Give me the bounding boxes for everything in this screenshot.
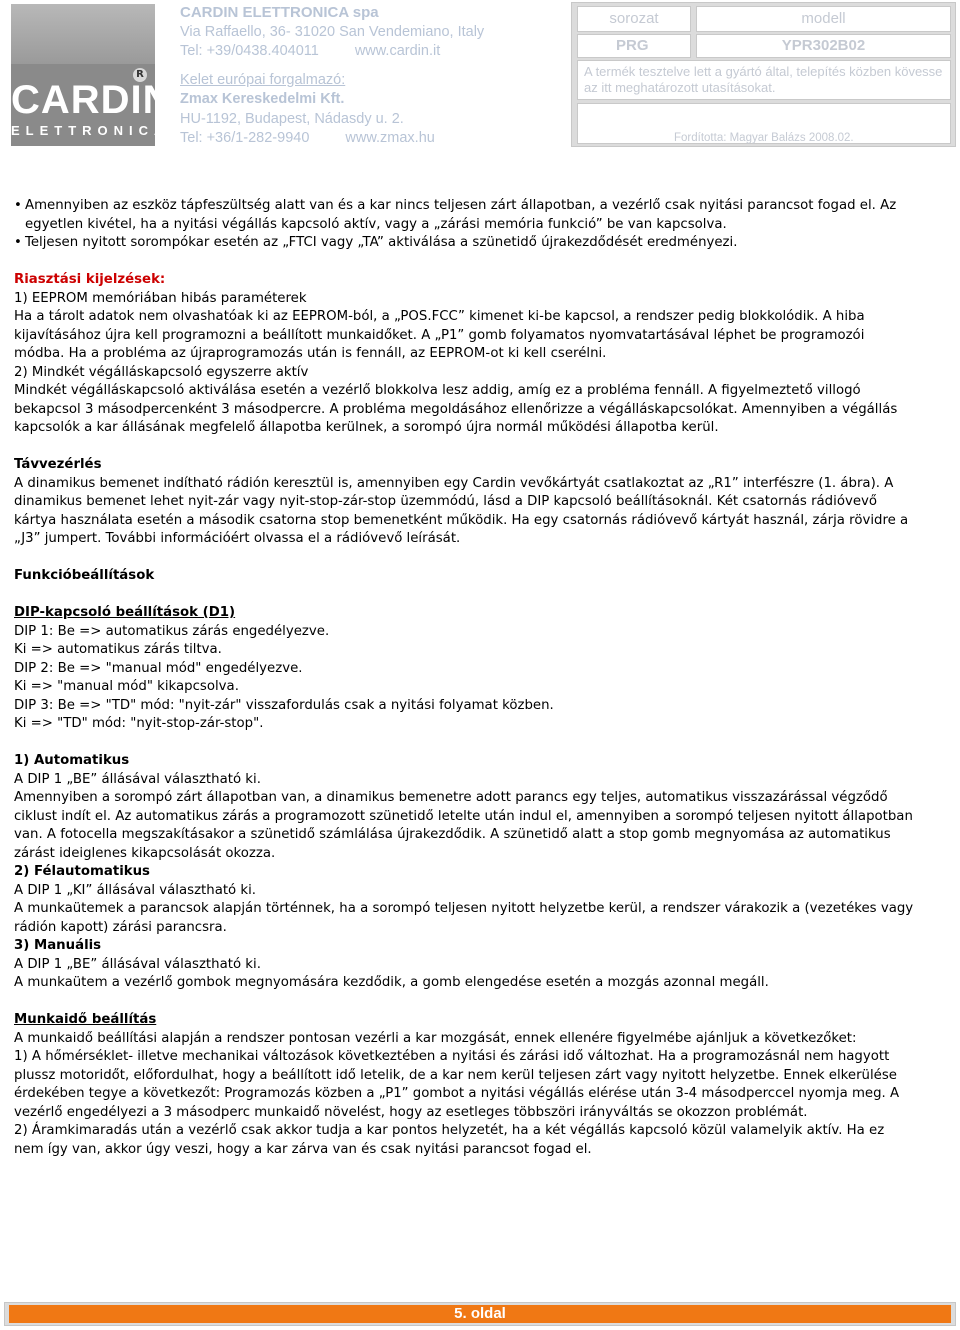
dip-line: Ki => "manual mód" kikapcsolva. [14,679,239,694]
alarm-2-title: 2) Mindkét végálláskapcsoló egyszerre aktív [14,364,309,380]
model-label: modell [696,6,951,32]
alarm-heading: Riasztási kijelzések: [14,272,166,287]
automatic-select-line: A DIP 1 „BE” állásával választható ki. [14,771,261,787]
company-phone: Tel: +39/0438.404011 [180,43,319,59]
page-number: 5. oldal [9,1305,951,1323]
bullet-item: • Teljesen nyitott sorompókar esetén az „FTCI vagy „TA” aktiválása a szünetidő újrakezdődését eredményezi. [14,234,914,253]
company-info [180,3,560,149]
document-body [14,197,914,1159]
function-settings-heading: Funkcióbeállítások [14,568,155,583]
test-note: A termék tesztelve lett a gyártó által, telepítés közben kövesse az itt meghatározott utasításokat. [577,60,951,100]
automatic-text: Amennyiben a sorompó zárt állapotban van, a dinamikus bemenetre adott parancs egy teljes, automatikus visszazárással végződő ciklust indít el. Az automatikus zárás a programozott szünetidő letelte után indul el, amennyiben a sorompó teljesen nyitott állapotban van. A fotocella megszakításakor a szünetidő számlálása újrakezdődik. A szünetidő alatt a stop gomb megnyomása az automatikus zárást ideiglenes kikapcsolását okozza. [14,790,913,861]
alarm-1-text: Ha a tárolt adatok nem olvashatóak ki az EEPROM-ból, a „POS.FCC” kimenet ki-be kapcsol, a rendszer pedig blokkolódik. A hiba kijavításához újra kell programozni a beállított munkaidőket. A „P1” gomb folyamatos nyomvatartásával léphet be programozói módba. Ha a probléma az újraprogramozás után is fennáll, az EEPROM-ot ki kell cserélni. [14,309,865,361]
distributor-address: HU-1192, Budapest, Nádasdy u. 2. [180,110,404,127]
series-value: PRG [577,34,691,58]
page-header [0,0,960,150]
remote-heading: Távvezérlés [14,457,102,472]
bullet-item: • Amennyiben az eszköz tápfeszültség alatt van és a kar nincs teljesen zárt állapotban, a vezérlő csak nyitási parancsot fogad el. Az egyetlen kivétel, ha a nyitási végállás kapcsoló aktív, vagy a „zárási memória funkció” be van kapcsolva. [14,197,914,234]
distributor-name: Zmax Kereskedelmi Kft. [180,91,345,107]
model-value: YPR302B02 [696,34,951,58]
distributor-contact [180,129,560,149]
semi-automatic-heading: 2) Félautomatikus [14,864,150,879]
remote-text: A dinamikus bemenet indítható rádión keresztül is, amennyiben egy Cardin vevőkártyát csatlakoztat az „R1” interfészre (1. ábra). A dinamikus bemenet lehet nyit-zár vagy nyit-stop-zár-stop üzemmódú, lásd a DIP kapcsoló beállításoknál. Két csatornás rádióvevő kártya használata esetén a második csatorna stop bemenetként működik. Ha egy csatornás rádióvevő kártyát használ, zárja rövidre a „J3” jumpert. További információért olvassa el a rádióvevő leírását. [14,475,909,546]
company-contact [180,42,560,62]
logo-subtitle: ELETTRONICA [11,123,170,138]
semi-automatic-select-line: A DIP 1 „KI” állásával választható ki. [14,882,257,898]
logo-photo-strip [11,4,155,64]
dip-line: DIP 2: Be => "manual mód" engedélyezve. [14,660,303,676]
automatic-heading: 1) Automatikus [14,753,130,768]
dip-line: DIP 1: Be => automatikus zárás engedélyezve. [14,623,330,639]
manual-heading: 3) Manuális [14,938,102,953]
product-info-box [571,2,956,147]
logo-wordmark: CARDIN [11,78,173,122]
work-time-heading: Munkaidő beállítás [14,1012,157,1027]
distributor-website-link[interactable]: www.zmax.hu [345,130,435,146]
semi-automatic-text: A munkaütemek a parancsok alapján történnek, ha a sorompó teljesen nyitott helyzetbe kerül, a rendszer várakozik a (vezetékes vagy rádión kapott) zárási parancsra. [14,901,914,935]
alarm-2-text: Mindkét végálláskapcsoló aktiválása esetén a vezérlő blokkolva lesz addig, amíg ez a probléma fennáll. A figyelmeztető villogó bekapcsol 3 másodpercenként 3 másodpercre. A probléma megoldásához ellenőrizze a végálláskapcsolókat. Amennyiben a végállás kapcsolók a kar állásának megfelelő állapotba kerülnek, a sorompó újra normál működési állapotba kerül. [14,383,898,435]
registered-mark-icon: R [133,68,147,82]
work-time-intro: A munkaidő beállítási alapján a rendszer pontosan vezérli a kar mozgását, ennek ellenére figyelmébe ajánljuk a következőket: [14,1030,857,1046]
dip-line: DIP 3: Be => "TD" mód: "nyit-zár" visszafordulás csak a nyitási folyamat közben. [14,697,554,713]
distributor-phone: Tel: +36/1-282-9940 [180,130,310,146]
company-website-link[interactable]: www.cardin.it [354,43,441,59]
manual-select-line: A DIP 1 „BE” állásával választható ki. [14,956,261,972]
company-name: CARDIN ELETTRONICA spa [180,4,379,21]
manual-text: A munkaütem a vezérlő gombok megnyomására kezdődik, a gomb elengedése esetén a mozgás azonnal megáll. [14,975,769,990]
series-label: sorozat [577,6,691,32]
cardin-logo [11,4,173,146]
alarm-1-title: 1) EEPROM memóriában hibás paraméterek [14,290,307,306]
dip-line: Ki => automatikus zárás tiltva. [14,642,222,657]
work-time-item-2: 2) Áramkimaradás után a vezérlő csak akkor tudja a kar pontos helyzetét, ha a két végállás kapcsoló közül valamelyik aktív. Ha ez nem így van, akkor úgy veszi, hogy a kar zárva van és csak nyitási parancsot fogad el. [14,1123,885,1157]
page-footer [4,1302,956,1326]
translator-credit: Fordította: Magyar Balázs 2008.02. [577,103,951,144]
company-address: Via Raffaello, 36- 31020 San Vendemiano, Italy [180,23,485,40]
distributor-label: Kelet európai forgalmazó: [180,71,346,88]
dip-switch-heading: DIP-kapcsoló beállítások (D1) [14,605,236,620]
work-time-item-1: 1) A hőmérséklet- illetve mechanikai változások következtében a nyitási és zárási idő változhat. Ha a programozásnál nem hagyott plussz motoridőt, előfordulhat, hogy a beállított idő letelik, de a kar nem kerül teljesen zárt vagy nyitott helyzetbe. Ennek elkerülése érdekében tegye a következőt: Programozás közben a „P1” gombot a nyitási végállás elérése után 3-4 másodperccel nyomja meg. A vezérlő engedélyezi a 3 másodperc munkaidő növelést, hogy az esetleges többszöri irányváltás se okozzon problémát. [14,1049,900,1120]
dip-line: Ki => "TD" mód: "nyit-stop-zár-stop". [14,716,264,731]
